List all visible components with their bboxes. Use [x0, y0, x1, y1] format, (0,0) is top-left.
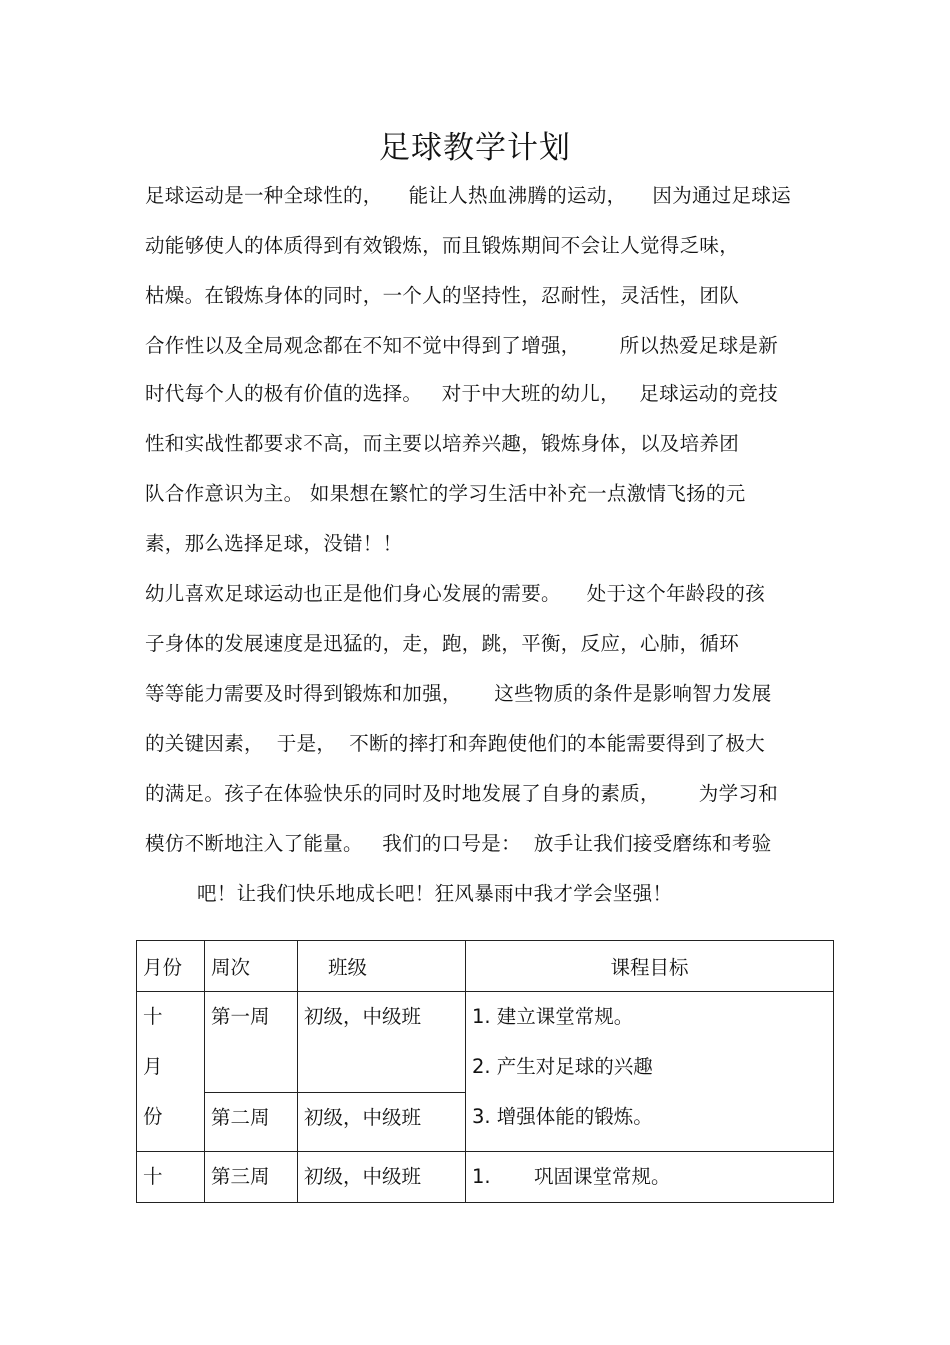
paragraph-line: 模仿不断地注入了能量。 我们的口号是： 放手让我们接受磨练和考验: [145, 832, 772, 855]
class-cell: 初级，中级班: [298, 992, 466, 1093]
paragraph-line: 合作性以及全局观念都在不知不觉中得到了增强， 所以热爱足球是新: [145, 334, 778, 357]
paragraph-line: 吧！让我们快乐地成长吧！狂风暴雨中我才学会坚强！: [145, 882, 673, 905]
paragraph-line: 性和实战性都要求不高，而主要以培养兴趣，锻炼身体，以及培养团: [145, 432, 740, 455]
paragraph-line: 枯燥。在锻炼身体的同时，一个人的坚持性，忍耐性，灵活性，团队: [145, 284, 740, 307]
header-class: 班级: [298, 941, 466, 992]
week-cell: 第三周: [205, 1152, 298, 1203]
paragraph-line: 时代每个人的极有价值的选择。 对于中大班的幼儿， 足球运动的竞技: [145, 382, 778, 405]
goal-item: 3. 增强体能的锻炼。: [472, 1105, 653, 1128]
table-row: [137, 1152, 834, 1203]
class-cell: 初级，中级班: [298, 1093, 466, 1152]
week-cell: 第二周: [205, 1093, 298, 1152]
month-cell: [137, 992, 205, 1152]
table-row: [137, 992, 834, 1093]
goal-cell: [466, 992, 834, 1152]
week-cell: 第一周: [205, 992, 298, 1093]
month-char: 十: [143, 1005, 163, 1028]
month-cell: 十: [137, 1152, 205, 1203]
paragraph-line: 素，那么选择足球，没错！！: [145, 532, 403, 555]
paragraph-line: 的关键因素， 于是， 不断的摔打和奔跑使他们的本能需要得到了极大: [145, 732, 765, 755]
goal-cell: 1. 巩固课堂常规。: [466, 1152, 834, 1203]
paragraph-line: 足球运动是一种全球性的， 能让人热血沸腾的运动， 因为通过足球运: [145, 184, 791, 207]
month-char: 月: [143, 1055, 163, 1078]
paragraph-line: 的满足。孩子在体验快乐的同时及时地发展了自身的素质， 为学习和: [145, 782, 778, 805]
document-title: 足球教学计划: [379, 130, 571, 166]
header-month: 月份: [137, 941, 205, 992]
header-week: 周次: [205, 941, 298, 992]
goal-item: 2. 产生对足球的兴趣: [472, 1055, 653, 1078]
paragraph-line: 动能够使人的体质得到有效锻炼，而且锻炼期间不会让人觉得乏味，: [145, 234, 740, 257]
table-header-row: [137, 941, 834, 992]
header-goal: 课程目标: [466, 941, 834, 992]
course-plan-table: [136, 940, 834, 1203]
goal-item: 1. 建立课堂常规。: [472, 1005, 634, 1028]
month-char: 份: [143, 1105, 163, 1128]
class-cell: 初级，中级班: [298, 1152, 466, 1203]
paragraph-line: 子身体的发展速度是迅猛的，走，跑，跳，平衡，反应，心肺，循环: [145, 632, 740, 655]
paragraph-line: 幼儿喜欢足球运动也正是他们身心发展的需要。 处于这个年龄段的孩: [145, 582, 765, 605]
paragraph-line: 队合作意识为主。 如果想在繁忙的学习生活中补充一点激情飞扬的元: [145, 482, 746, 505]
paragraph-line: 等等能力需要及时得到锻炼和加强， 这些物质的条件是影响智力发展: [145, 682, 772, 705]
